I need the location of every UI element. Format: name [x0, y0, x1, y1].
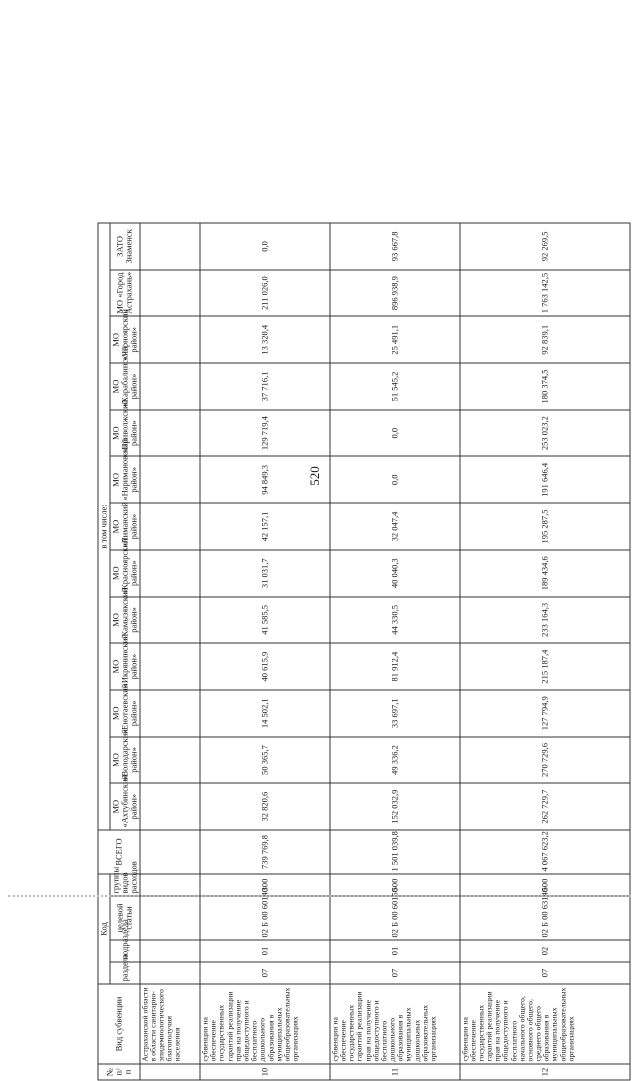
- row-municipality-value: [140, 643, 200, 690]
- row-num: 10: [200, 1064, 330, 1080]
- header-section: раздела: [110, 962, 140, 984]
- row-municipality-value: [140, 363, 200, 410]
- row-municipality-value: 262 729,7: [460, 783, 630, 830]
- row-municipality-value: 33 697,1: [330, 690, 460, 737]
- header-municipality: МО «Ахтубинский район»: [110, 783, 140, 830]
- row-municipality-value: 93 667,8: [330, 223, 460, 270]
- row-section: 07: [330, 962, 460, 984]
- table-row: [200, 223, 330, 1080]
- header-municipality: МО «Икрянинский район»: [110, 643, 140, 690]
- row-municipality-value: 14 502,1: [200, 690, 330, 737]
- row-municipality-value: 1 763 142,5: [460, 270, 630, 317]
- row-municipality-value: 44 330,5: [330, 597, 460, 644]
- row-municipality-value: 81 912,4: [330, 643, 460, 690]
- header-num: № п/п: [98, 1064, 140, 1080]
- row-total: 739 769,8: [200, 830, 330, 874]
- row-municipality-value: [140, 456, 200, 503]
- row-total: [140, 830, 200, 874]
- header-municipality: МО «Красноярский район»: [110, 550, 140, 597]
- row-section: [140, 962, 200, 984]
- header-subsection: подраздела: [110, 940, 140, 962]
- row-municipality-value: 40 040,3: [330, 550, 460, 597]
- row-municipality-value: 32 047,4: [330, 503, 460, 550]
- header-municipality: МО «Енотаевский район»: [110, 690, 140, 737]
- row-municipality-value: [140, 737, 200, 784]
- row-target: 02 Б 00 63140: [460, 896, 630, 940]
- row-num: 12: [460, 1064, 630, 1080]
- header-municipality: МО «Володарский район»: [110, 737, 140, 784]
- row-expense-group: [140, 874, 200, 896]
- row-target: [140, 896, 200, 940]
- row-municipality-value: 127 794,9: [460, 690, 630, 737]
- row-subsection: 02: [460, 940, 630, 962]
- row-total: 4 067 623,2: [460, 830, 630, 874]
- header-municipality: МО «Харабалинский район»: [110, 363, 140, 410]
- table-body: [140, 223, 630, 1080]
- header-municipality: МО «Наримановский район»: [110, 456, 140, 503]
- row-municipality-value: [140, 270, 200, 317]
- row-municipality-value: 0,0: [330, 410, 460, 457]
- header-including: в том числе:: [98, 223, 110, 830]
- header-row-1: [98, 223, 110, 1080]
- row-municipality-value: 41 585,5: [200, 597, 330, 644]
- row-municipality-value: 42 157,1: [200, 503, 330, 550]
- header-municipality: ЗАТО Знаменск: [110, 223, 140, 270]
- row-section: 07: [200, 962, 330, 984]
- row-municipality-value: 94 849,3: [200, 456, 330, 503]
- row-expense-group: 300: [200, 874, 330, 896]
- table-row: [460, 223, 630, 1080]
- row-num: 11: [330, 1064, 460, 1080]
- header-municipality: МО «Лиманский район»: [110, 503, 140, 550]
- row-municipality-value: 37 716,1: [200, 363, 330, 410]
- row-municipality-value: 49 336,2: [330, 737, 460, 784]
- row-municipality-value: 191 646,4: [460, 456, 630, 503]
- row-municipality-value: 13 320,4: [200, 316, 330, 363]
- header-expense-group: группы видов расходов: [110, 874, 140, 896]
- row-municipality-value: 180 374,5: [460, 363, 630, 410]
- row-subsection: [140, 940, 200, 962]
- row-num: [140, 1064, 200, 1080]
- row-total: 1 501 039,8: [330, 830, 460, 874]
- header-municipality: МО «Город Астрахань»: [110, 270, 140, 317]
- row-expense-group: 500: [330, 874, 460, 896]
- row-municipality-value: 896 938,9: [330, 270, 460, 317]
- scan-edge-line: [8, 895, 631, 897]
- row-name: субвенции на обеспечение государственных гарантий реализации прав на получение общедоступного и бесплатного начального общего, основного общего, среднего общего образования в муниципальных общеобразовательных организациях: [460, 984, 630, 1064]
- row-municipality-value: 195 287,5: [460, 503, 630, 550]
- row-municipality-value: 129 719,4: [200, 410, 330, 457]
- row-name: субвенции на обеспечение государственных гарантий реализации прав на получение общедоступного и бесплатного дошкольного образования в муниципальных общеобразовательных организациях: [200, 984, 330, 1064]
- row-municipality-value: [140, 597, 200, 644]
- row-target: 02 Б 00 60140: [200, 896, 330, 940]
- row-municipality-value: 0,0: [330, 456, 460, 503]
- row-municipality-value: [140, 223, 200, 270]
- row-expense-group: 500: [460, 874, 630, 896]
- row-municipality-value: [140, 316, 200, 363]
- row-section: 07: [460, 962, 630, 984]
- header-municipality: МО «Приволжский район»: [110, 410, 140, 457]
- row-municipality-value: [140, 783, 200, 830]
- header-code: Код: [98, 874, 110, 984]
- row-municipality-value: 152 032,9: [330, 783, 460, 830]
- row-municipality-value: 270 729,6: [460, 737, 630, 784]
- row-municipality-value: 211 026,0: [200, 270, 330, 317]
- header-name: Вид субвенции: [98, 984, 140, 1064]
- header-total: ВСЕГО: [98, 830, 140, 874]
- row-municipality-value: 233 164,3: [460, 597, 630, 644]
- row-municipality-value: 31 031,7: [200, 550, 330, 597]
- row-target: 02 Б 00 60150: [330, 896, 460, 940]
- subsidy-table: [98, 223, 631, 1081]
- row-municipality-value: 92 269,5: [460, 223, 630, 270]
- table-row: [140, 223, 200, 1080]
- page-number: 520: [306, 466, 322, 486]
- row-municipality-value: 51 545,2: [330, 363, 460, 410]
- row-municipality-value: 40 615,9: [200, 643, 330, 690]
- row-name: субвенции на обеспечение государственных гарантий реализации прав на получение общедоступного и бесплатного дошкольного образования в муниципальных дошкольных образовательных организациях: [330, 984, 460, 1064]
- row-municipality-value: [140, 503, 200, 550]
- row-municipality-value: 32 820,6: [200, 783, 330, 830]
- row-municipality-value: 189 434,6: [460, 550, 630, 597]
- subsidy-table-container: [98, 223, 631, 1081]
- row-municipality-value: [140, 690, 200, 737]
- row-name: Астраханской области в области санитарно-эпидемиологического благополучия населения: [140, 984, 200, 1064]
- row-municipality-value: [140, 410, 200, 457]
- row-municipality-value: 253 023,2: [460, 410, 630, 457]
- header-municipality: МО «Черноярский район»: [110, 316, 140, 363]
- row-municipality-value: [140, 550, 200, 597]
- row-municipality-value: 0,0: [200, 223, 330, 270]
- row-municipality-value: 50 365,7: [200, 737, 330, 784]
- row-municipality-value: 215 187,4: [460, 643, 630, 690]
- row-municipality-value: 25 491,1: [330, 316, 460, 363]
- row-municipality-value: 92 839,1: [460, 316, 630, 363]
- row-subsection: 01: [330, 940, 460, 962]
- header-municipality: МО «Камызякский район»: [110, 597, 140, 644]
- header-target: целевой статьи: [110, 896, 140, 940]
- row-subsection: 01: [200, 940, 330, 962]
- table-row: [330, 223, 460, 1080]
